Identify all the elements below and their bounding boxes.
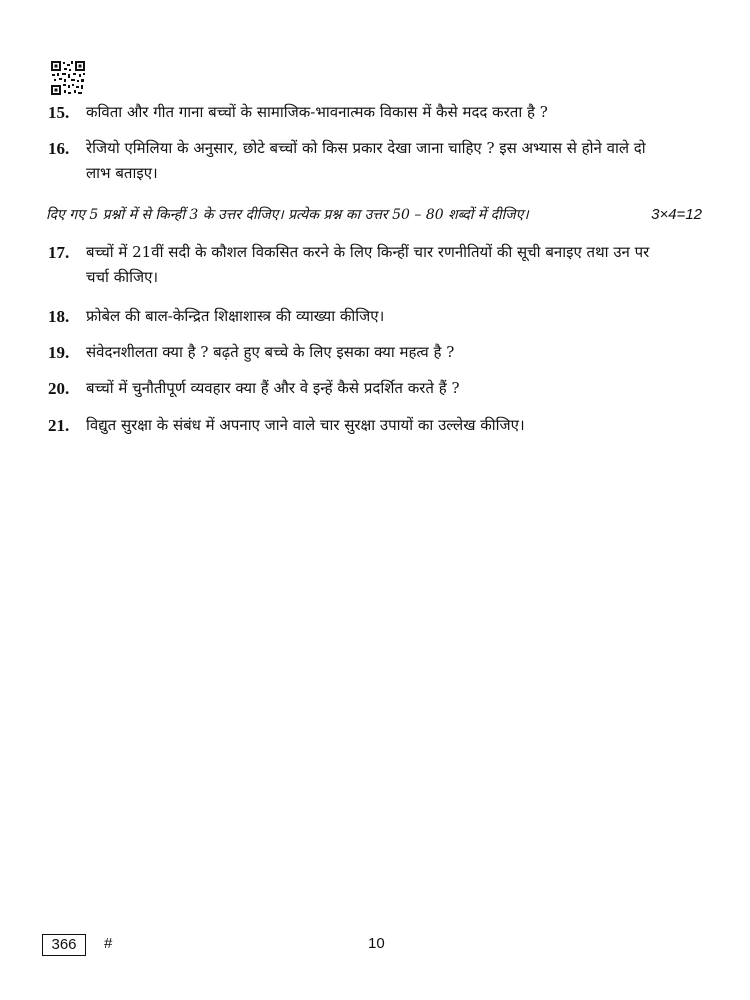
- instruction-text: दिए गए 5 प्रश्नों में से किन्हीं 3 के उत्तर दीजिए। प्रत्येक प्रश्न का उत्तर 50 – 80 शब्दों में दीजिए।: [46, 207, 529, 223]
- question-16: [48, 136, 668, 186]
- question-15: [48, 100, 668, 125]
- question-text: संवेदनशीलता क्या है ? बढ़ते हुए बच्चे के लिए इसका क्या महत्व है ?: [86, 343, 455, 361]
- question-text: रेजियो एमिलिया के अनुसार, छोटे बच्चों को किस प्रकार देखा जाना चाहिए ? इस अभ्यास से होने वाले दो लाभ बताइए।: [86, 139, 646, 182]
- paper-code-box: 366: [42, 934, 86, 956]
- question-19: [48, 340, 668, 365]
- question-number: 21.: [48, 416, 70, 435]
- question-text: विद्युत सुरक्षा के संबंध में अपनाए जाने वाले चार सुरक्षा उपायों का उल्लेख कीजिए।: [86, 416, 525, 434]
- page-number: 10: [368, 935, 385, 952]
- question-text: कविता और गीत गाना बच्चों के सामाजिक-भावनात्मक विकास में कैसे मदद करता है ?: [86, 103, 548, 121]
- question-number: 16.: [48, 139, 70, 158]
- question-number: 17.: [48, 243, 70, 262]
- section-instruction: [46, 204, 706, 226]
- question-text: फ्रोबेल की बाल-केन्द्रित शिक्षाशास्त्र की व्याख्या कीजिए।: [86, 307, 385, 325]
- question-20: [48, 376, 668, 401]
- qr-code-icon: [50, 60, 86, 96]
- question-text: बच्चों में चुनौतीपूर्ण व्यवहार क्या हैं और वे इन्हें कैसे प्रदर्शित करते हैं ?: [86, 379, 460, 397]
- hash-mark: #: [104, 935, 113, 952]
- question-17: [48, 240, 668, 290]
- question-18: [48, 304, 668, 329]
- question-21: [48, 413, 668, 438]
- question-number: 18.: [48, 307, 70, 326]
- marks-scheme: 3×4=12: [651, 206, 702, 223]
- question-number: 15.: [48, 103, 70, 122]
- question-text: बच्चों में 21वीं सदी के कौशल विकसित करने के लिए किन्हीं चार रणनीतियों की सूची बनाइए तथा उन पर चर्चा कीजिए।: [86, 243, 650, 286]
- question-number: 19.: [48, 343, 70, 362]
- question-number: 20.: [48, 379, 70, 398]
